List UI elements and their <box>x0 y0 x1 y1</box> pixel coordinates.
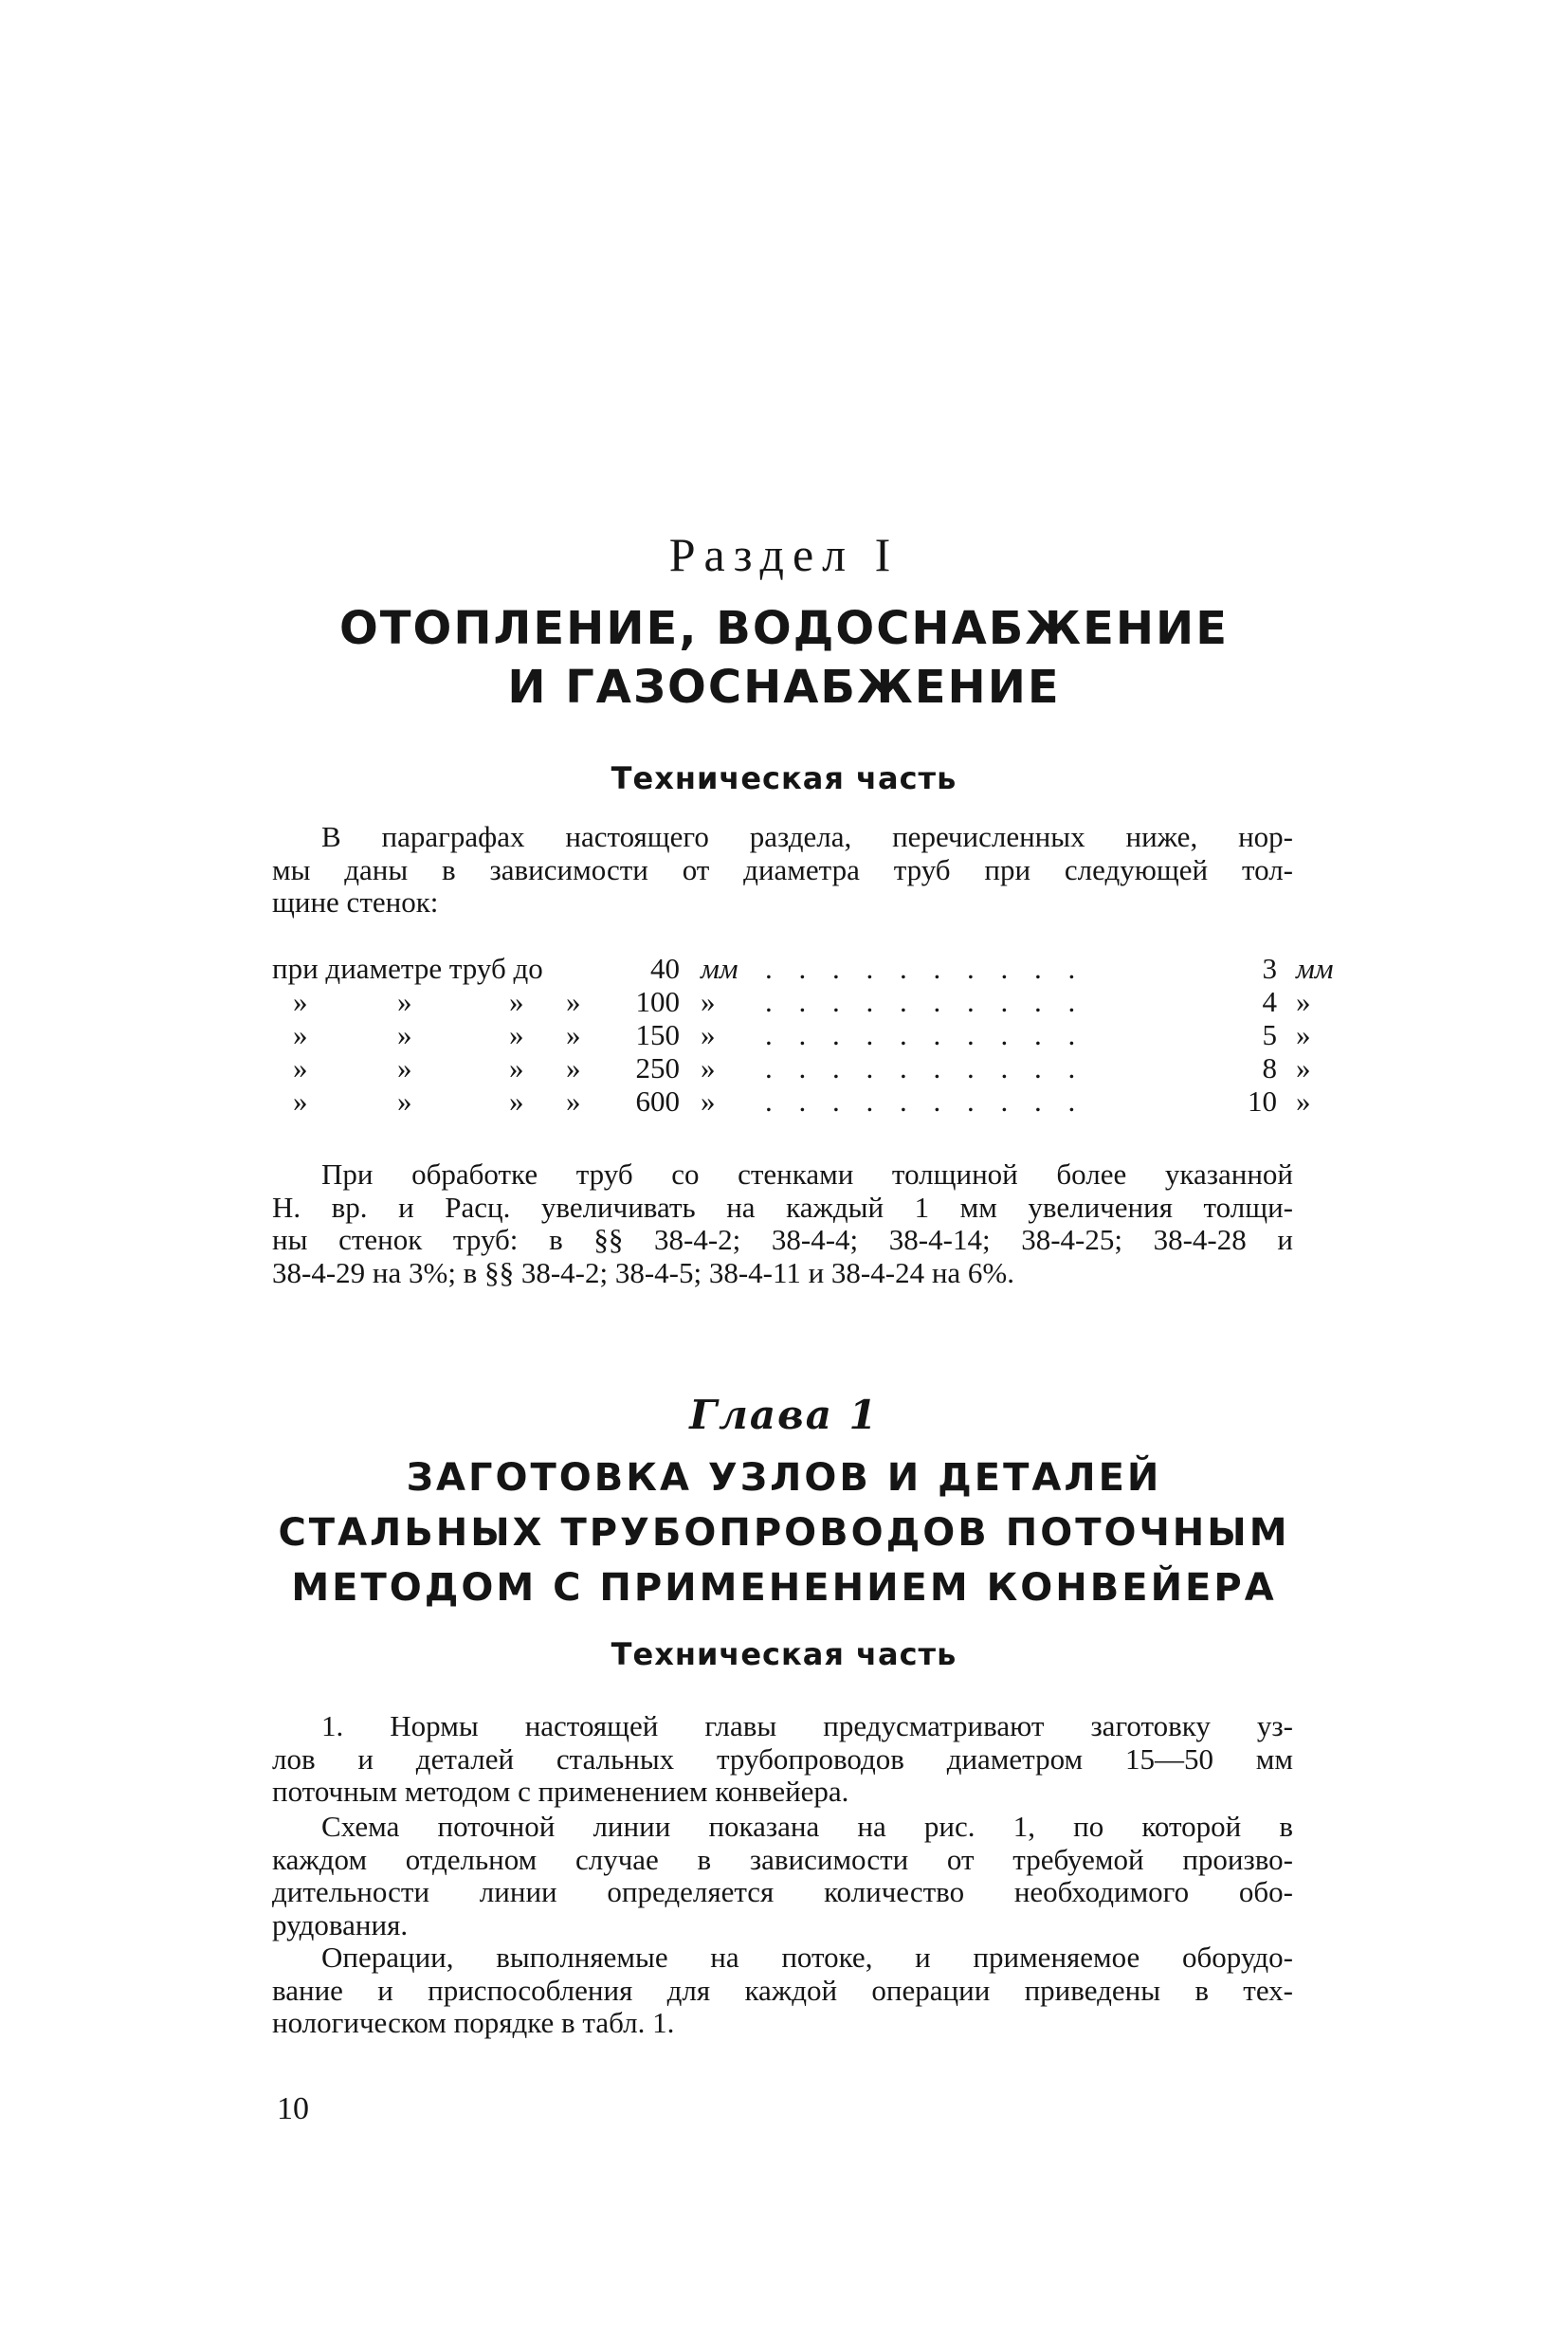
diameter-value: 40 <box>650 952 680 985</box>
diameter-unit: » <box>701 1084 716 1118</box>
diameter-value: 250 <box>635 1051 680 1084</box>
thickness-value: 10 <box>1248 1084 1277 1118</box>
section-note-paragraph <box>272 1158 1293 1289</box>
ditto-mark: » <box>293 1051 308 1084</box>
ditto-mark: » <box>397 1018 412 1051</box>
thickness-unit: мм <box>1296 952 1334 985</box>
diameter-unit: мм <box>701 952 738 985</box>
thickness-unit: » <box>1296 985 1311 1018</box>
leader-dots: . . . . . . . . . . <box>765 1051 1085 1084</box>
thickness-value: 5 <box>1262 1018 1277 1051</box>
ditto-mark: » <box>397 1084 412 1118</box>
ditto-mark: » <box>293 1018 308 1051</box>
diameter-value: 600 <box>635 1084 680 1118</box>
thickness-value: 3 <box>1262 952 1277 985</box>
section-technical-heading: Техническая часть <box>611 760 957 796</box>
paragraph-line: каждом отдельном случае в зависимости от требуемой произво- <box>272 1842 1293 1876</box>
ditto-mark: » <box>566 1018 581 1051</box>
section-title-line: ОТОПЛЕНИЕ, ВОДОСНАБЖЕНИЕ <box>338 602 1229 655</box>
ditto-mark: » <box>566 1051 581 1084</box>
chapter-title <box>0 1450 1568 1615</box>
paragraph-line: Н. вр. и Расц. увеличивать на каждый 1 мм увеличения толщи- <box>272 1190 1293 1224</box>
ditto-mark: » <box>566 1084 581 1118</box>
paragraph-line: При обработке труб со стенками толщиной более указанной <box>321 1157 1293 1191</box>
table-row <box>272 1051 1311 1084</box>
paragraph-line: вание и приспособления для каждой операции приведены в тех- <box>272 1973 1293 2007</box>
table-row <box>272 985 1311 1018</box>
ditto-mark: » <box>293 985 308 1018</box>
paragraph-line: В параграфах настоящего раздела, перечисленных ниже, нор- <box>321 820 1293 853</box>
thickness-unit: » <box>1296 1084 1311 1118</box>
ditto-mark: » <box>397 1051 412 1084</box>
chapter-label: Глава 1 <box>689 1392 879 1438</box>
thickness-unit: » <box>1296 1051 1311 1084</box>
row-lead-text: при диаметре труб до <box>272 952 543 985</box>
diameter-value: 100 <box>635 985 680 1018</box>
diameter-unit: » <box>701 1051 716 1084</box>
leader-dots: . . . . . . . . . . <box>765 952 1085 985</box>
paragraph-line: 1. Нормы настоящей главы предусматривают заготовку уз- <box>321 1709 1293 1742</box>
thickness-value: 8 <box>1262 1051 1277 1084</box>
ditto-mark: » <box>509 985 524 1018</box>
table-row <box>272 1018 1311 1051</box>
diameter-value: 150 <box>635 1018 680 1051</box>
chapter-title-line: ЗАГОТОВКА УЗЛОВ И ДЕТАЛЕЙ <box>406 1456 1162 1500</box>
paragraph-line: нологическом порядке в табл. 1. <box>272 2006 675 2039</box>
section-intro-paragraph <box>272 821 1293 920</box>
section-label: Раздел I <box>668 528 900 581</box>
chapter-paragraph-3 <box>272 1941 1293 2040</box>
paragraph-line: дительности линии определяется количество необходимого обо- <box>272 1875 1293 1908</box>
paragraph-line: Операции, выполняемые на потоке, и применяемое оборудо- <box>321 1941 1293 1974</box>
ditto-mark: » <box>509 1051 524 1084</box>
paragraph-line: поточным методом с применением конвейера. <box>272 1775 849 1808</box>
section-title <box>0 599 1568 717</box>
diameter-unit: » <box>701 1018 716 1051</box>
ditto-mark: » <box>293 1084 308 1118</box>
section-title-line: И ГАЗОСНАБЖЕНИЕ <box>507 661 1061 714</box>
chapter-title-line: МЕТОДОМ С ПРИМЕНЕНИЕМ КОНВЕЙЕРА <box>291 1566 1277 1610</box>
paragraph-line: мы даны в зависимости от диаметра труб при следующей тол- <box>272 852 1293 886</box>
ditto-mark: » <box>566 985 581 1018</box>
leader-dots: . . . . . . . . . . <box>765 1018 1085 1051</box>
paragraph-line: щине стенок: <box>272 885 439 919</box>
thickness-unit: » <box>1296 1018 1311 1051</box>
chapter-technical-heading: Техническая часть <box>611 1636 957 1672</box>
diameter-unit: » <box>701 985 716 1018</box>
chapter-paragraph-2 <box>272 1811 1293 1941</box>
wall-thickness-table <box>272 952 1334 1118</box>
page-number: 10 <box>277 2091 309 2126</box>
paragraph-line: Схема поточной линии показана на рис. 1, по которой в <box>321 1810 1293 1843</box>
paragraph-line: 38-4-29 на 3%; в §§ 38-4-2; 38-4-5; 38-4-11 и 38-4-24 на 6%. <box>272 1255 1014 1289</box>
paragraph-line: рудования. <box>272 1907 409 1941</box>
chapter-paragraph-1 <box>272 1710 1293 1809</box>
leader-dots: . . . . . . . . . . <box>765 985 1085 1018</box>
ditto-mark: » <box>509 1084 524 1118</box>
table-row <box>272 952 1334 985</box>
ditto-mark: » <box>397 985 412 1018</box>
thickness-value: 4 <box>1262 985 1277 1018</box>
chapter-title-line: СТАЛЬНЫХ ТРУБОПРОВОДОВ ПОТОЧНЫМ <box>278 1511 1290 1555</box>
leader-dots: . . . . . . . . . . <box>765 1084 1085 1118</box>
ditto-mark: » <box>509 1018 524 1051</box>
paragraph-line: лов и деталей стальных трубопроводов диаметром 15—50 мм <box>272 1741 1293 1776</box>
table-row <box>272 1084 1311 1118</box>
paragraph-line: ны стенок труб: в §§ 38-4-2; 38-4-4; 38-4-14; 38-4-25; 38-4-28 и <box>272 1223 1293 1256</box>
